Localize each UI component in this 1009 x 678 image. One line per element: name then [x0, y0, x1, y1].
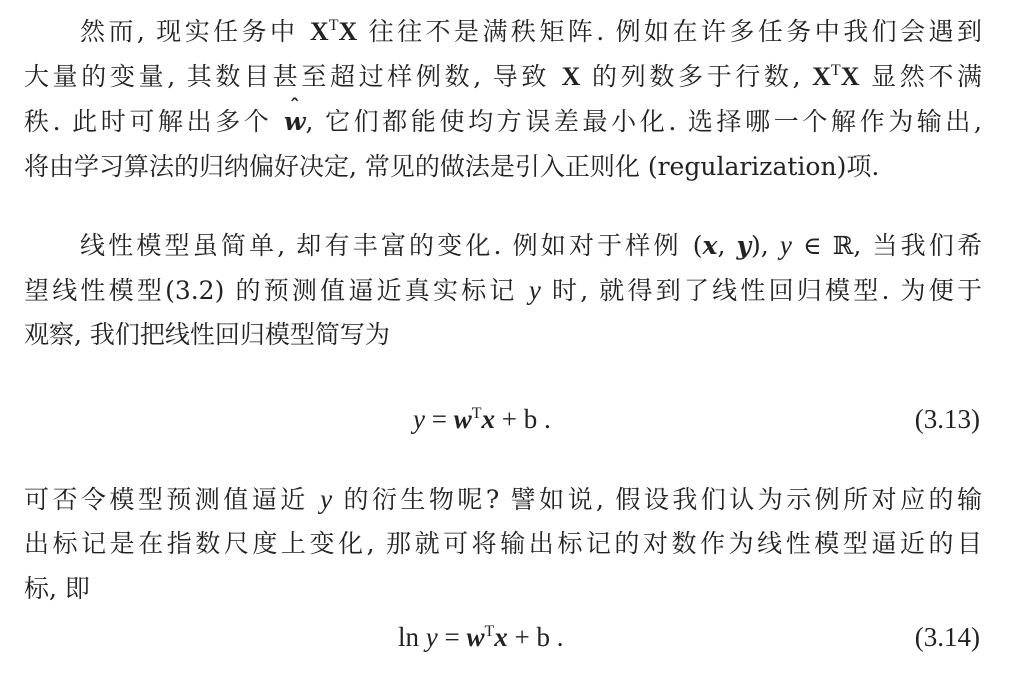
matrix-X: X: [561, 62, 581, 91]
y-symbol: y: [320, 484, 333, 514]
para3-line3: [24, 569, 982, 609]
equation-3-13: [0, 397, 1009, 441]
eq-w: w: [466, 622, 485, 652]
eq-rest: + b .: [495, 404, 551, 434]
text: 的衍生物呢? 譬如说, 假设我们认为示例所对应的输: [332, 485, 982, 514]
text: , 它们都能使均方误差最小化. 选择哪一个解作为输出,: [305, 107, 982, 136]
para1-line4: [24, 147, 982, 187]
eq-rest: + b .: [507, 622, 564, 652]
text: ∈ ℝ, 当我们希: [791, 231, 982, 260]
text: ,: [717, 231, 737, 260]
text: 秩. 此时可解出多个: [24, 107, 284, 136]
x-symbol: x: [702, 231, 718, 260]
text: 可否令模型预测值逼近: [24, 485, 321, 514]
eq-y: y: [413, 404, 425, 434]
text: 的列数多于行数,: [580, 62, 813, 91]
text: 然而, 现实任务中: [80, 17, 310, 46]
equation-3-14: [0, 615, 1009, 659]
y-symbol: y: [736, 231, 752, 260]
matrix-X: X: [840, 62, 860, 91]
text: 望线性模型(3.2) 的预测值逼近真实标记: [24, 276, 529, 305]
text: 大量的变量, 其数目甚至超过样例数, 导致: [24, 62, 562, 91]
equation-body: [413, 397, 551, 446]
para2-line2: [24, 270, 982, 310]
eq-w: w: [453, 404, 472, 434]
text: 显然不满: [859, 62, 983, 91]
equation-number: (3.13): [914, 404, 980, 434]
eq-equals: =: [437, 622, 467, 652]
para1-line3: [24, 102, 982, 142]
para2-line1: [80, 225, 982, 265]
text: 往往不是满秩矩阵. 例如在许多任务中我们会遇到: [357, 17, 983, 46]
eq-transpose: T: [484, 623, 495, 640]
transpose-sup: T: [328, 17, 339, 34]
eq-x: x: [494, 622, 508, 652]
para3-line2: [24, 524, 982, 564]
matrix-X: X: [812, 62, 831, 91]
para1-line2: [24, 57, 982, 97]
para1-line1: [80, 12, 982, 52]
text: 时, 就得到了线性回归模型. 为便于: [540, 276, 982, 305]
transpose-sup: T: [830, 62, 841, 79]
text: 线性模型虽简单, 却有丰富的变化. 例如对于样例 (: [80, 231, 703, 260]
y-symbol: y: [779, 230, 792, 260]
eq-ln: ln: [398, 622, 426, 652]
equation-body: [398, 615, 564, 664]
w-hat-symbol: ˆ w: [284, 102, 306, 142]
para2-line3: [24, 315, 982, 355]
text: 观察, 我们把线性回归模型简写为: [24, 320, 390, 349]
eq-x: x: [481, 404, 496, 434]
eq-y: y: [425, 622, 438, 652]
matrix-X: X: [338, 17, 358, 46]
matrix-X: X: [309, 17, 329, 46]
eq-equals: =: [424, 404, 454, 434]
text: ),: [751, 231, 780, 260]
text: 出标记是在指数尺度上变化, 那就可将输出标记的对数作为线性模型逼近的目: [24, 529, 982, 558]
equation-number: (3.14): [914, 622, 980, 652]
para3-line1: [24, 479, 982, 519]
eq-transpose: T: [471, 405, 482, 422]
y-symbol: y: [528, 275, 541, 305]
text: 标, 即: [24, 574, 90, 603]
text: 将由学习算法的归纳偏好决定, 常见的做法是引入正则化 (regularization)项.: [24, 152, 880, 181]
